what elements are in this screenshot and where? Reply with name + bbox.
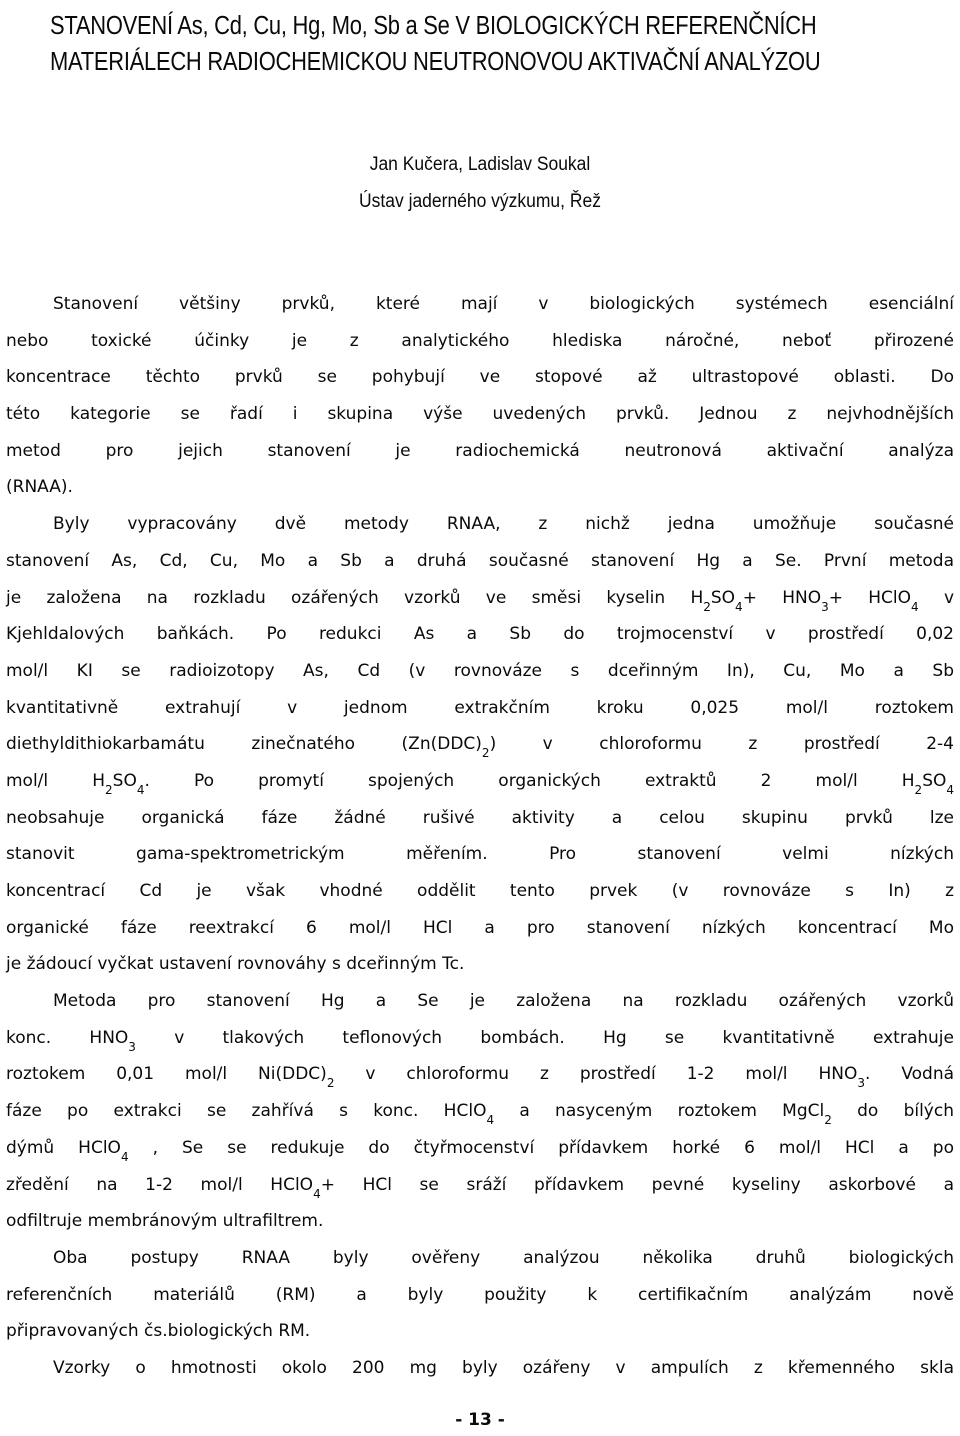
text-line: mol/l $H_2SO_4$. Po promytí spojených organických extraktů 2 mol/l $H_2SO_4$ (6, 770, 954, 797)
text-line: koncentrace těchto prvků se pohybují ve stopové až ultrastopové oblasti. Do (6, 367, 954, 388)
text-line: diethyldithiokarbamátu zinečnatého $(Zn(DDC)_2)$ v chloroformu z prostředí 2-4 (6, 734, 954, 761)
paper-title (50, 8, 919, 80)
affiliation: Ústav jaderného výzkumu, Řež (359, 191, 601, 212)
title-line-1: STANOVENÍ As, Cd, Cu, Hg, Mo, Sb a Se V BIOLOGICKÝCH REFERENČNÍCH (50, 12, 817, 40)
title-line-2: MATERIÁLECH RADIOCHEMICKOU NEUTRONOVOU AKTIVAČNÍ ANALÝZOU (50, 48, 821, 76)
abstract-body (6, 286, 954, 1387)
text-line: roztokem 0,01 mol/l $Ni(DDC)_2$ v chloroformu z prostředí 1-2 mol/l $HNO_3$. Vodná (6, 1064, 955, 1091)
text-line: referenčních materiálů (RM) a byly použity k certifikačním analýzám nově (6, 1284, 954, 1305)
authors: Jan Kučera, Ladislav Soukal (369, 154, 591, 175)
text-line: (RNAA). (6, 477, 73, 498)
text-line: je žádoucí vyčkat ustavení rovnováhy s dceřinným Tc. (6, 954, 465, 975)
text-line: Metoda pro stanovení Hg a Se je založena na rozkladu ozářených vzorků (53, 991, 954, 1012)
text-line: zředění na 1-2 mol/l HClO$_4$+ HCl se sráží přídavkem pevné kyseliny askorbové a (6, 1174, 954, 1201)
text-line: Kjehldalových baňkách. Po redukci As a Sb do trojmocenství v prostředí 0,02 (6, 624, 954, 645)
text-line: stanovit gama-spektrometrickým měřením. Pro stanovení velmi nízkých (6, 844, 954, 865)
text-line: dýmů HClO$_4$ , Se se redukuje do čtyřmocenství přídavkem horké 6 mol/l HCl a po (6, 1137, 954, 1164)
text-line: nebo toxické účinky je z analytického hlediska náročné, neboť přirozené (6, 330, 954, 351)
text-line: neobsahuje organická fáze žádné rušivé aktivity a celou skupinu prvků lze (6, 807, 954, 828)
text-line: Vzorky o hmotnosti okolo 200 mg byly ozářeny v ampulích z křemenného skla (53, 1357, 954, 1378)
text-line: koncentrací Cd je však vhodné oddělit tento prvek (v rovnováze s In) z (6, 881, 954, 901)
page-number: - 13 - (455, 1410, 505, 1430)
text-line: kvantitativně extrahují v jednom extrakčním kroku 0,025 mol/l roztokem (6, 697, 954, 718)
text-line: Byly vypracovány dvě metody RNAA, z nichž jedna umožňuje současné (53, 514, 954, 535)
author-block (0, 146, 960, 220)
text-line: stanovení As, Cd, Cu, Mo a Sb a druhá současné stanovení Hg a Se. První metoda (6, 550, 954, 571)
text-line: Stanovení většiny prvků, které mají v biologických systémech esenciální (53, 294, 954, 314)
text-line: mol/l KI se radioizotopy As, Cd (v rovnováze s dceřinným In), Cu, Mo a Sb (6, 660, 954, 681)
text-line: fáze po extrakci se zahřívá s konc. HClO$_4$ a nasyceným roztokem MgCl$_2$ do bílých (6, 1101, 954, 1128)
text-line: metod pro jejich stanovení je radiochemická neutronová aktivační analýza (6, 440, 954, 461)
text-line: organické fáze reextrakcí 6 mol/l HCl a pro stanovení nízkých koncentrací Mo (6, 917, 954, 938)
text-line: je založena na rozkladu ozářených vzorků ve směsi kyselin $H_2SO_4+ HNO_3+$ HClO$_4$ v (6, 587, 954, 614)
text-line: konc. $HNO_3$ v tlakových teflonových bombách. Hg se kvantitativně extrahuje (6, 1027, 954, 1054)
text-line: Oba postupy RNAA byly ověřeny analýzou několika druhů biologických (53, 1247, 954, 1268)
text-line: této kategorie se řadí i skupina výše uvedených prvků. Jednou z nejvhodnějších (6, 404, 954, 425)
text-line: připravovaných čs.biologických RM. (6, 1321, 311, 1342)
text-line: odfiltruje membránovým ultrafiltrem. (6, 1211, 324, 1232)
